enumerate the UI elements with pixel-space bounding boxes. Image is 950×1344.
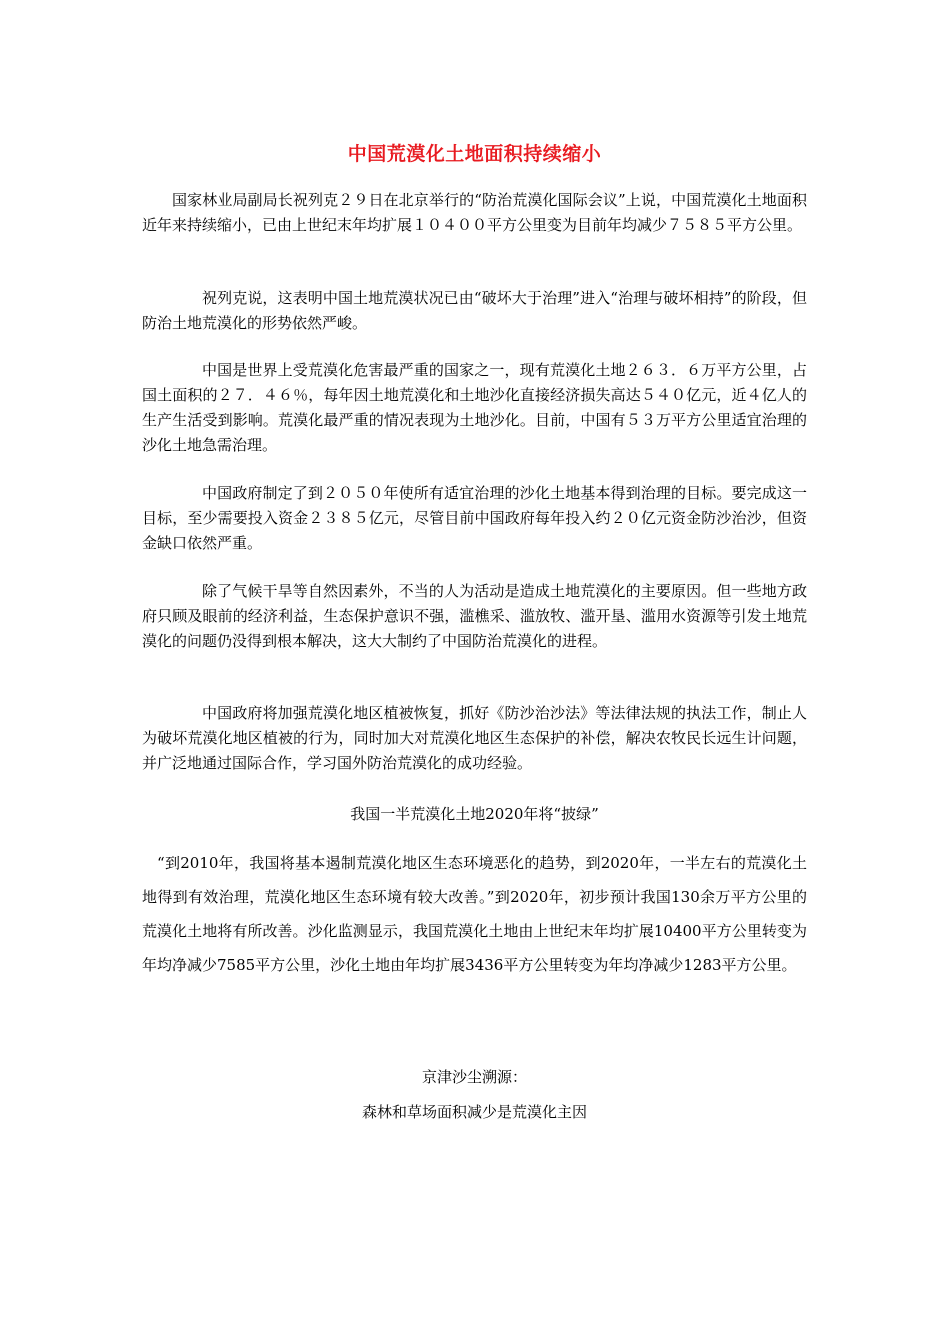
page-title: 中国荒漠化土地面积持续缩小 [347,143,602,165]
paragraph-3: 中国是世界上受荒漠化危害最严重的国家之一，现有荒漠化土地２６３．６万平方公里，占国土面积的２７．４６％，每年因土地荒漠化和土地沙化直接经济损失高达５４０亿元，近４亿人的生产生活受到影响。荒漠化最严重的情况表现为土地沙化。目前，中国有５３万平方公里适宜治理的沙化土地急需治理。 [142,361,807,454]
closing-line-2: 森林和草场面积减少是荒漠化主因 [361,1103,587,1121]
sub-paragraph: “到2010年，我国将基本遏制荒漠化地区生态环境恶化的趋势，到2020年，一半左右的荒漠化土地得到有效治理，荒漠化地区生态环境有较大改善。”到2020年，初步预计我国130余万平方公里的荒漠化土地将有所改善。沙化监测显示，我国荒漠化土地由上世纪末年均扩展10400平方公里转变为年均净减少7585平方公里，沙化土地由年均扩展3436平方公里转变为年均净减少1283平方公里。 [142,854,807,974]
paragraph-1: 国家林业局副局长祝列克２９日在北京举行的“防治荒漠化国际会议”上说，中国荒漠化土地面积近年来持续缩小，已由上世纪末年均扩展１０４００平方公里变为目前年均减少７５８５平方公里。 [142,191,807,234]
subheading: 我国一半荒漠化土地2020年将“披绿” [350,805,599,823]
paragraph-5: 除了气候干旱等自然因素外，不当的人为活动是造成土地荒漠化的主要原因。但一些地方政府只顾及眼前的经济利益，生态保护意识不强，滥樵采、滥放牧、滥开垦、滥用水资源等引发土地荒漠化的问题仍没得到根本解决，这大大制约了中国防治荒漠化的进程。 [142,582,807,650]
paragraph-6: 中国政府将加强荒漠化地区植被恢复，抓好《防沙治沙法》等法律法规的执法工作，制止人为破坏荒漠化地区植被的行为，同时加大对荒漠化地区生态保护的补偿，解决农牧民长远生计问题，并广泛地通过国际合作，学习国外防治荒漠化的成功经验。 [142,704,807,772]
paragraph-4: 中国政府制定了到２０５０年使所有适宜治理的沙化土地基本得到治理的目标。要完成这一目标，至少需要投入资金２３８５亿元，尽管目前中国政府每年投入约２０亿元资金防沙治沙，但资金缺口依然严重。 [142,484,807,552]
paragraph-2: 祝列克说，这表明中国土地荒漠状况已由“破坏大于治理”进入“治理与破坏相持”的阶段，但防治土地荒漠化的形势依然严峻。 [142,289,807,332]
closing-line-1: 京津沙尘溯源： [421,1068,527,1086]
